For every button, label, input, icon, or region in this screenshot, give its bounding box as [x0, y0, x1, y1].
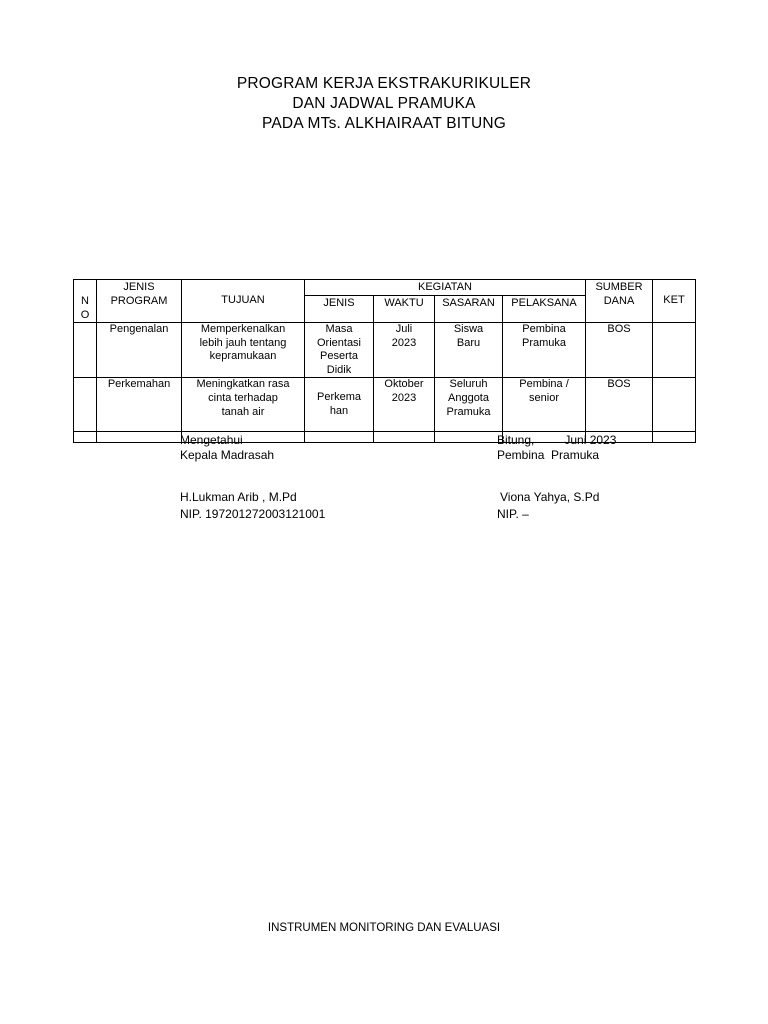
title-line-3: PADA MTs. ALKHAIRAAT BITUNG — [262, 115, 506, 132]
header-no: N O — [74, 280, 97, 323]
header-jenis: JENIS — [305, 296, 374, 323]
cell-ket — [653, 323, 696, 378]
cell-jenis-program: Perkemahan — [97, 378, 182, 432]
cell-pelaksana: Pembina Pramuka — [503, 323, 586, 378]
cell-jenis: Perkema han — [305, 378, 374, 432]
header-row-1 — [74, 280, 696, 296]
header-jenis-program: JENIS PROGRAM — [97, 280, 182, 323]
cell-no — [74, 323, 97, 378]
program-table — [73, 279, 696, 443]
signature-left-line2: Kepala Madrasah — [180, 448, 275, 462]
signature-right-name: Viona Yahya, S.Pd — [500, 490, 600, 504]
signature-left-line1: Mengetahui — [180, 433, 243, 447]
cell-pelaksana: Pembina / senior — [503, 378, 586, 432]
cell-no — [74, 378, 97, 432]
cell-waktu: Juli 2023 — [374, 323, 435, 378]
table-row — [74, 323, 696, 378]
header-waktu: WAKTU — [374, 296, 435, 323]
cell-jenis: Masa Orientasi Peserta Didik — [305, 323, 374, 378]
header-ket: KET — [653, 280, 696, 323]
title-line-1: PROGRAM KERJA EKSTRAKURIKULER — [236, 75, 532, 92]
header-pelaksana: PELAKSANA — [503, 296, 586, 323]
cell-sumber-dana: BOS — [586, 323, 653, 378]
signature-left-name: H.Lukman Arib , M.Pd — [180, 490, 297, 504]
signature-right-line1: Bitung, Juni 2023 — [497, 433, 617, 447]
cell-waktu: Oktober 2023 — [374, 378, 435, 432]
cell-ket — [653, 378, 696, 432]
title-line-2: DAN JADWAL PRAMUKA — [292, 95, 476, 112]
table-row — [74, 378, 696, 432]
cell-sasaran: Seluruh Anggota Pramuka — [435, 378, 503, 432]
cell-sumber-dana: BOS — [586, 378, 653, 432]
header-sumber-dana: SUMBER DANA — [586, 280, 653, 323]
cell-sasaran: Siswa Baru — [435, 323, 503, 378]
cell-tujuan: Memperkenalkan lebih jauh tentang kepramukaan — [182, 323, 305, 378]
footer-heading: INSTRUMEN MONITORING DAN EVALUASI — [267, 922, 501, 934]
cell-jenis-program: Pengenalan — [97, 323, 182, 378]
signature-right-nip: NIP. – — [497, 507, 529, 521]
cell-tujuan: Meningkatkan rasa cinta terhadap tanah air — [182, 378, 305, 432]
header-sasaran: SASARAN — [435, 296, 503, 323]
header-tujuan: TUJUAN — [182, 280, 305, 323]
signature-left-nip: NIP. 197201272003121001 — [180, 507, 326, 521]
header-kegiatan: KEGIATAN — [305, 280, 586, 296]
signature-right-line2: Pembina Pramuka — [497, 448, 600, 462]
